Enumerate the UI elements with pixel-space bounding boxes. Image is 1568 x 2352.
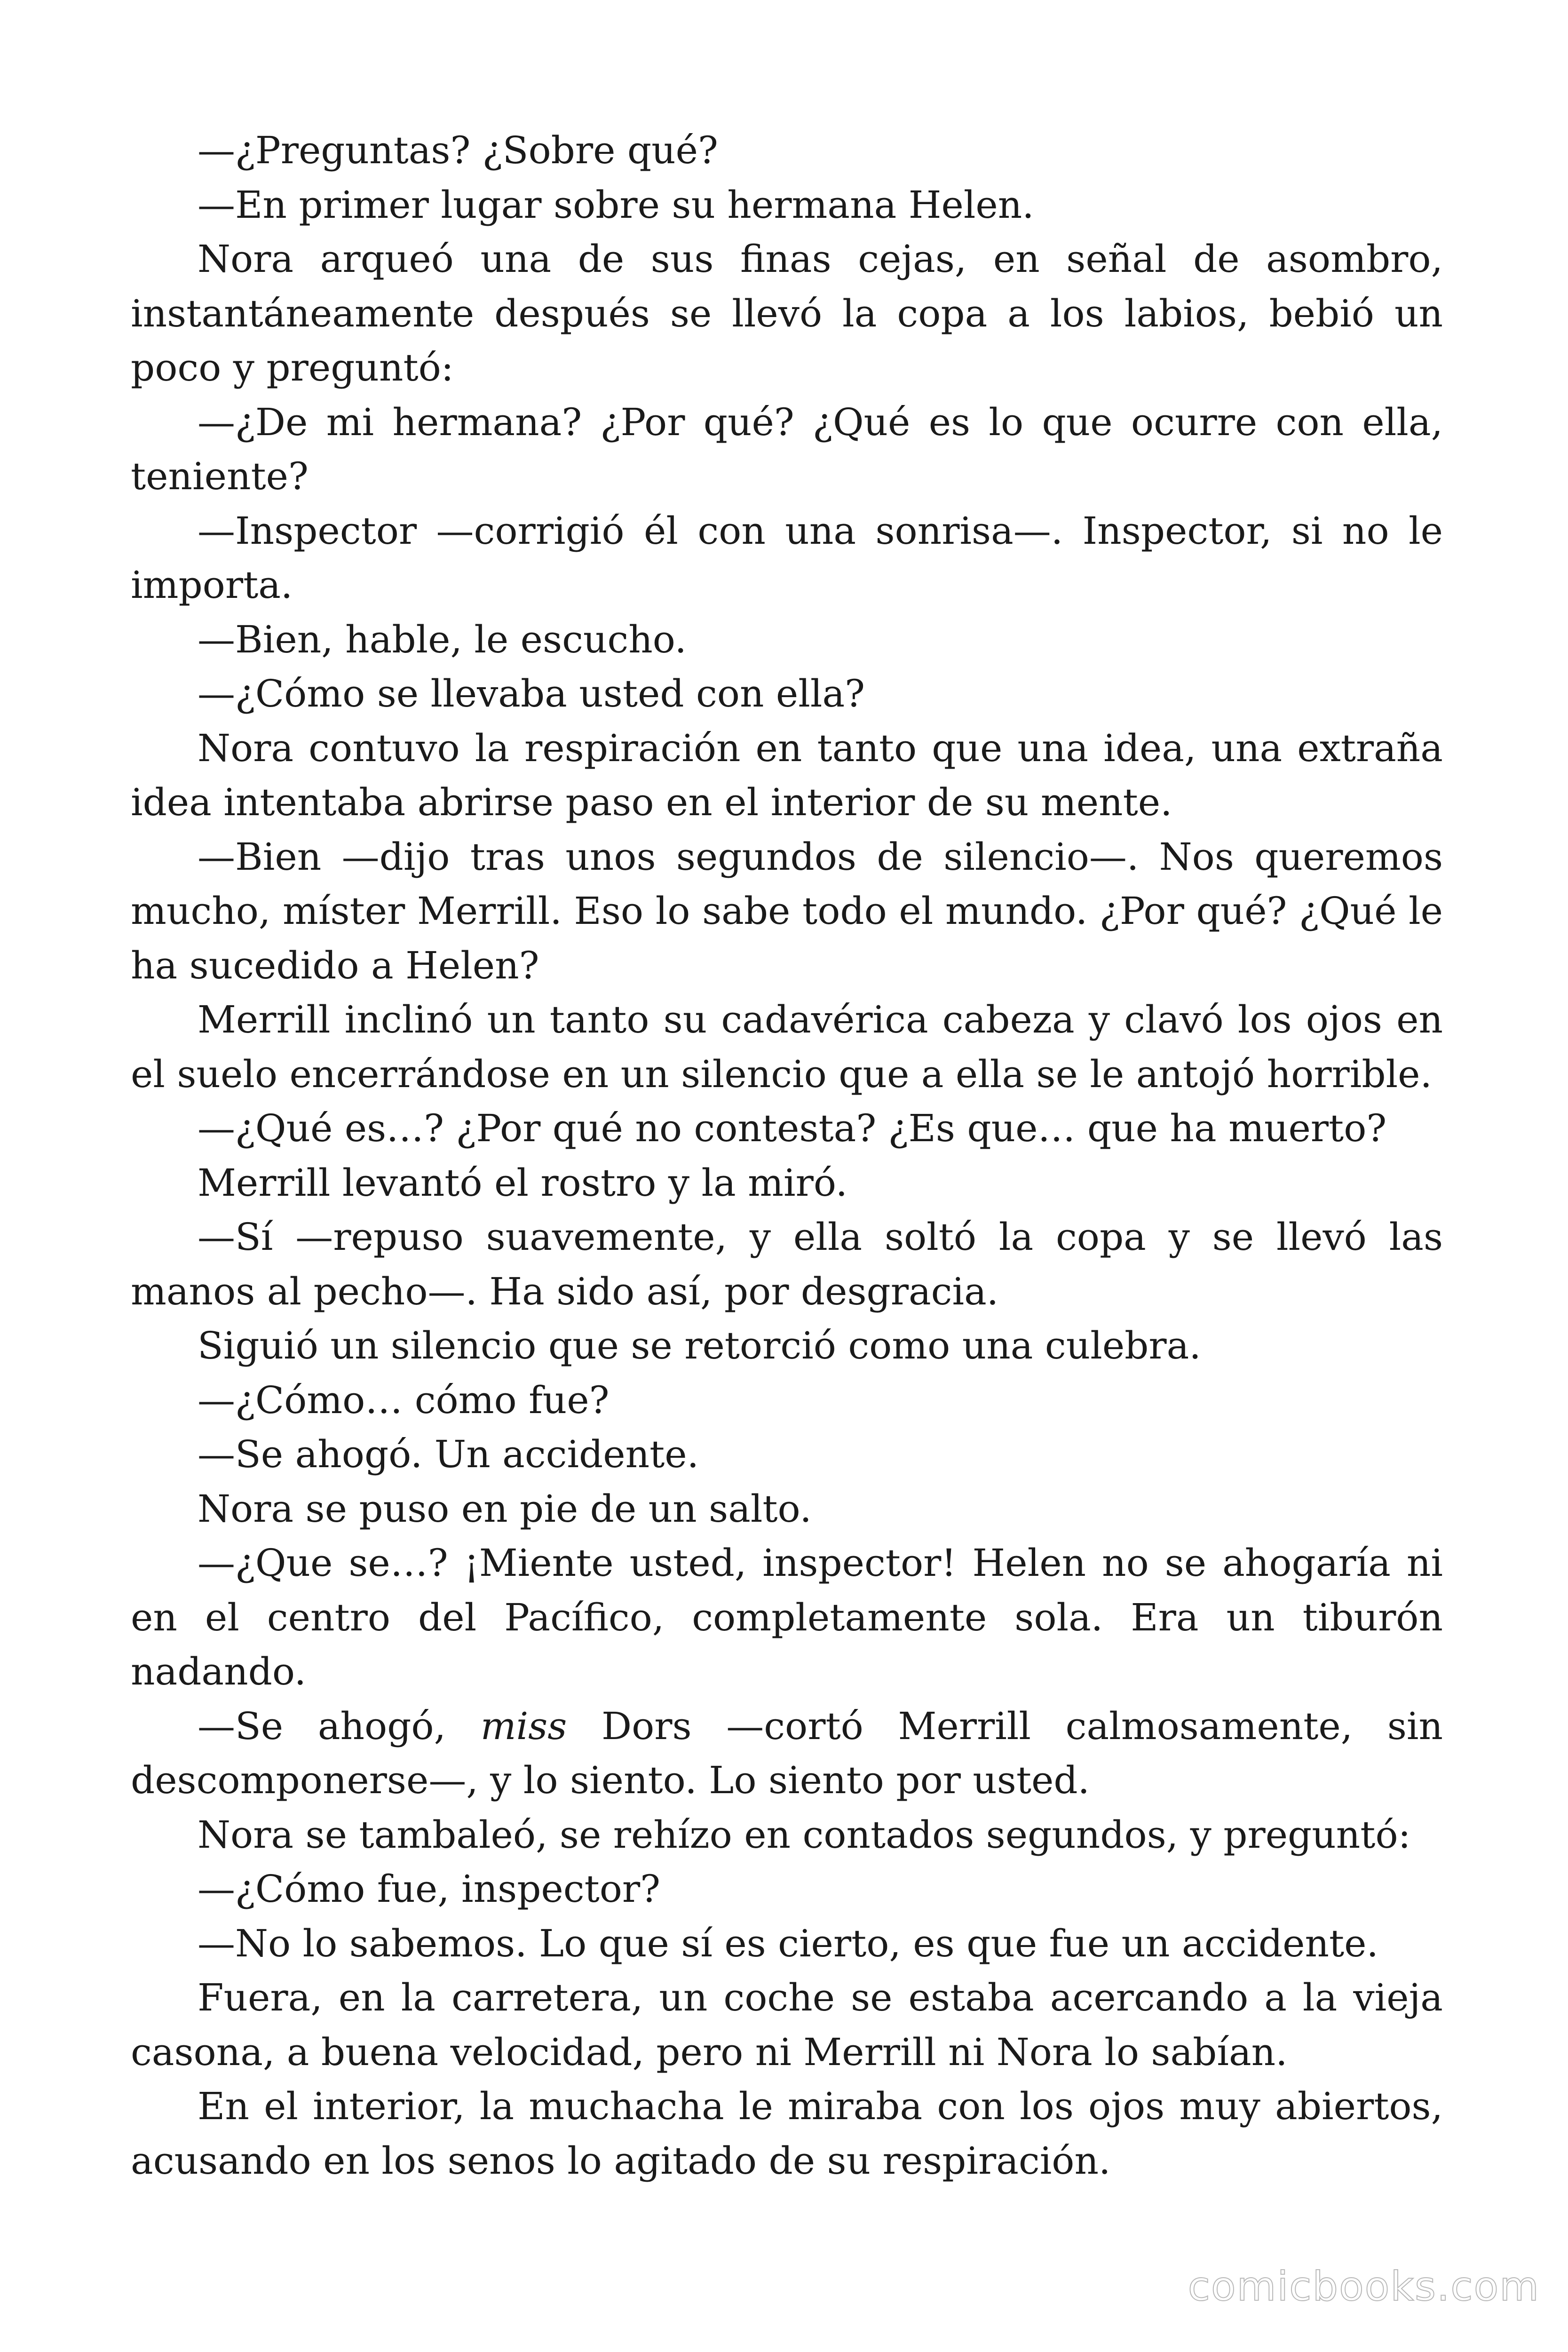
paragraph: —¿Qué es…? ¿Por qué no contesta? ¿Es que… que ha muerto? — [198, 1106, 1387, 1150]
paragraph: —No lo sabemos. Lo que sí es cierto, es que fue un accidente. — [198, 1921, 1378, 1965]
paragraph: —Bien —dijo tras unos segundos de silencio—. Nos queremos mucho, míster Merrill. Eso lo sabe todo el mundo. ¿Por qué? ¿Qué le ha sucedido a Helen? — [131, 834, 1443, 987]
paragraph: Siguió un silencio que se retorció como una culebra. — [198, 1324, 1201, 1367]
paragraph: Nora contuvo la respiración en tanto que una idea, una extraña idea intentaba abrirse paso en el interior de su mente. — [131, 726, 1443, 824]
paragraph: Merrill levantó el rostro y la miró. — [198, 1160, 848, 1205]
paragraph: —Sí —repuso suavemente, y ella soltó la copa y se llevó las manos al pecho—. Ha sido así, por desgracia. — [131, 1215, 1443, 1313]
paragraph — [131, 1699, 1443, 1808]
paragraph: —¿Preguntas? ¿Sobre qué? — [198, 128, 718, 172]
paragraph: —Se ahogó. Un accidente. — [198, 1432, 699, 1476]
paragraph: —En primer lugar sobre su hermana Helen. — [198, 183, 1034, 227]
paragraph: Nora se puso en pie de un salto. — [198, 1486, 812, 1531]
paragraph: —¿Cómo se llevaba usted con ella? — [198, 672, 865, 715]
page-text — [131, 123, 1443, 2188]
watermark-text: comicbooks.com — [1188, 2263, 1540, 2310]
paragraph: —¿Cómo… cómo fue? — [198, 1378, 610, 1422]
paragraph: Fuera, en la carretera, un coche se estaba acercando a la vieja casona, a buena velocidad, pero ni Merrill ni Nora lo sabían. — [131, 1976, 1443, 2074]
paragraph-text: Dors —cortó Merrill calmosamente, sin descomponerse—, y lo siento. Lo siento por usted. — [131, 1704, 1443, 1802]
paragraph: —¿De mi hermana? ¿Por qué? ¿Qué es lo que ocurre con ella, teniente? — [131, 400, 1443, 498]
paragraph: Nora arqueó una de sus finas cejas, en señal de asombro, instantáneamente después se llevó la copa a los labios, bebió un poco y preguntó: — [131, 237, 1443, 389]
paragraph: —Inspector —corrigió él con una sonrisa—. Inspector, si no le importa. — [131, 509, 1443, 607]
italic-word: miss — [480, 1704, 567, 1748]
paragraph: —¿Cómo fue, inspector? — [198, 1867, 661, 1911]
paragraph-text: —Se ahogó, — [198, 1704, 481, 1748]
paragraph: Nora se tambaleó, se rehízo en contados segundos, y preguntó: — [198, 1812, 1411, 1857]
paragraph: —¿Que se…? ¡Miente usted, inspector! Helen no se ahogaría ni en el centro del Pacífico, completamente sola. Era un tiburón nadando. — [131, 1541, 1443, 1693]
paragraph: —Bien, hable, le escucho. — [198, 617, 687, 661]
paragraph: Merrill inclinó un tanto su cadavérica cabeza y clavó los ojos en el suelo encerrándose en un silencio que a ella se le antojó horrible. — [131, 998, 1443, 1096]
paragraph: En el interior, la muchacha le miraba con los ojos muy abiertos, acusando en los senos lo agitado de su respiración. — [131, 2084, 1443, 2183]
